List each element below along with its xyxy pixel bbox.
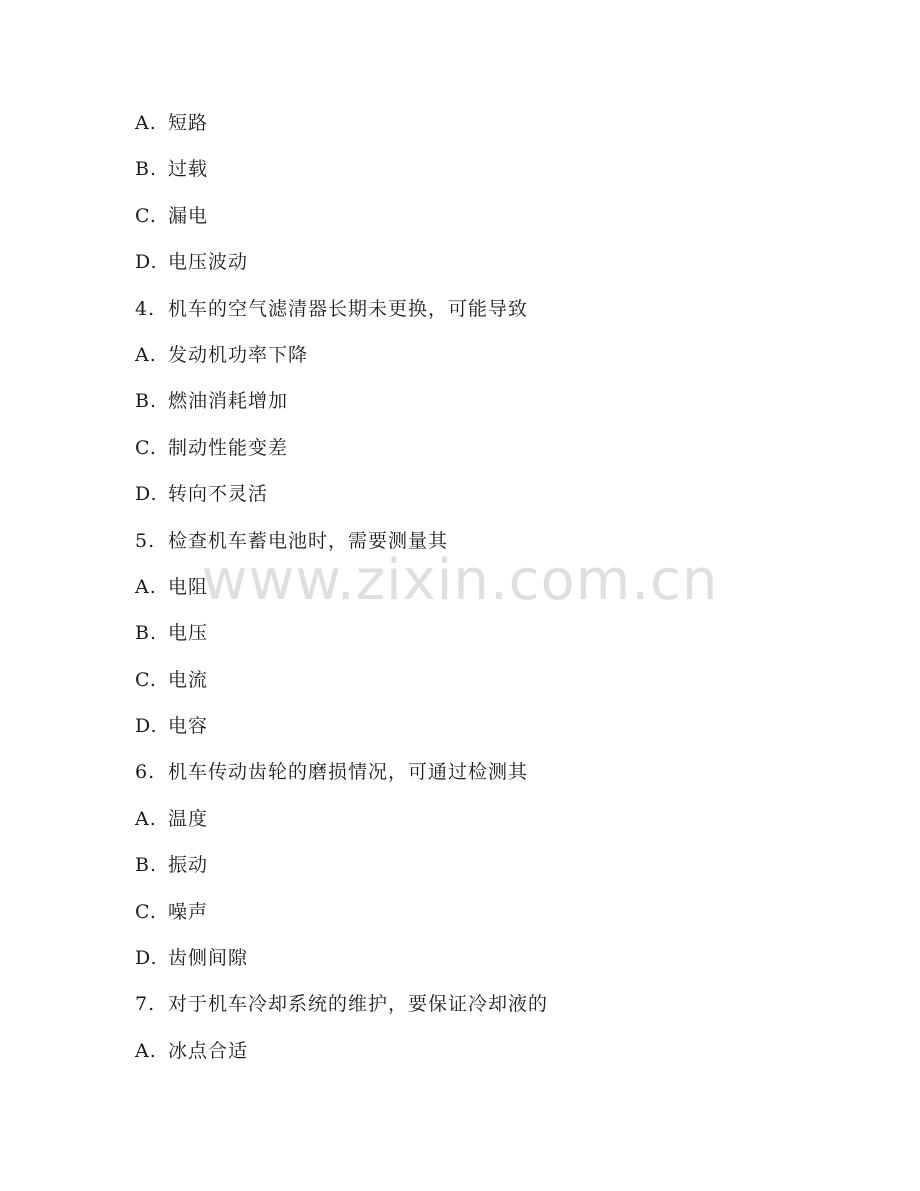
option-text: 制动性能变差 [168, 436, 289, 459]
option-line [135, 154, 835, 200]
option-line [135, 108, 835, 154]
question-number: 4. [135, 297, 156, 320]
option-letter: C. [135, 436, 157, 459]
option-letter: B. [135, 854, 158, 877]
option-letter: D. [135, 483, 158, 506]
option-text: 电阻 [168, 575, 209, 598]
option-letter: B. [135, 158, 158, 181]
option-letter: C. [135, 900, 157, 923]
option-line [135, 247, 835, 293]
option-text: 漏电 [168, 204, 209, 227]
option-line [135, 433, 835, 479]
option-line [135, 665, 835, 711]
question-number: 5. [135, 529, 156, 552]
option-text: 温度 [168, 807, 209, 830]
option-text: 燃油消耗增加 [168, 390, 289, 413]
option-line [135, 804, 835, 850]
option-letter: C. [135, 204, 157, 227]
option-line [135, 618, 835, 664]
option-text: 振动 [168, 854, 209, 877]
question-line [135, 294, 835, 340]
option-line [135, 1036, 835, 1082]
question-text: 检查机车蓄电池时，需要测量其 [168, 529, 449, 552]
question-number: 6. [135, 761, 156, 784]
question-number: 7. [135, 993, 156, 1016]
option-text: 电压 [168, 622, 209, 645]
option-letter: D. [135, 251, 158, 274]
option-text: 电流 [168, 668, 209, 691]
option-letter: B. [135, 622, 158, 645]
question-text: 机车传动齿轮的磨损情况，可通过检测其 [168, 761, 529, 784]
option-letter: D. [135, 715, 158, 738]
watermark: www.zixin.com.cn [201, 548, 719, 613]
option-letter: D. [135, 947, 158, 970]
option-letter: A. [135, 807, 157, 830]
option-line [135, 850, 835, 896]
option-text: 电容 [168, 715, 209, 738]
option-text: 电压波动 [168, 251, 249, 274]
option-letter: A. [135, 575, 157, 598]
option-letter: C. [135, 668, 157, 691]
option-letter: B. [135, 390, 158, 413]
option-text: 发动机功率下降 [168, 343, 309, 366]
option-line [135, 711, 835, 757]
question-line [135, 757, 835, 803]
question-line [135, 989, 835, 1035]
question-text: 机车的空气滤清器长期未更换，可能导致 [168, 297, 529, 320]
option-text: 噪声 [168, 900, 209, 923]
option-letter: A. [135, 112, 157, 134]
option-letter: A. [135, 1039, 157, 1062]
option-text: 冰点合适 [168, 1039, 249, 1062]
question-text: 对于机车冷却系统的维护，要保证冷却液的 [168, 993, 549, 1016]
option-line [135, 386, 835, 432]
option-line [135, 897, 835, 943]
option-line [135, 943, 835, 989]
option-line [135, 340, 835, 386]
option-letter: A. [135, 343, 157, 366]
option-line [135, 201, 835, 247]
option-line [135, 479, 835, 525]
option-text: 转向不灵活 [168, 483, 269, 506]
question-list [135, 108, 835, 1082]
option-text: 短路 [168, 112, 209, 134]
question-line [135, 526, 835, 572]
option-text: 齿侧间隙 [168, 947, 249, 970]
option-text: 过载 [168, 158, 209, 181]
option-line [135, 572, 835, 618]
